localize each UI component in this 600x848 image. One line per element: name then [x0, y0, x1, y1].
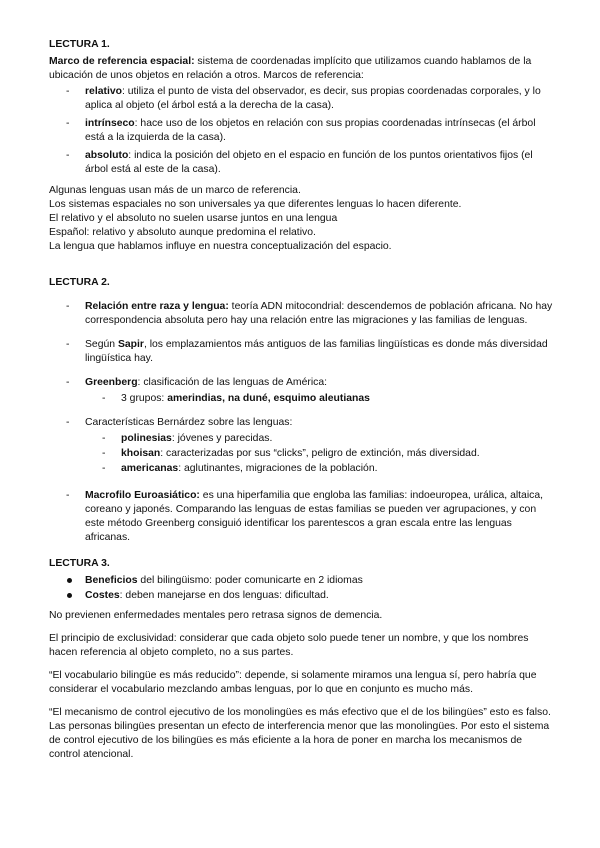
- lectura3-bullets: [49, 574, 555, 603]
- lectura1-intro: Marco de referencia espacial: sistema de coordenadas implícito que utilizamos cuando hablamos de la ubicación de unos objetos en relación a otros. Marcos de referencia:: [49, 55, 532, 81]
- bullet-item: Costes: deben manejarse en dos lenguas: dificultad.: [49, 589, 555, 603]
- lectura1-notes: [49, 184, 555, 254]
- paragraph: “El vocabulario bilingüe es más reducido”: depende, si solamente miramos una lengua sí, pero habría que considerar el vocabulario mezclando ambas lenguas, por lo que en conjunto es mucho más.: [49, 669, 537, 695]
- lectura1-title: LECTURA 1.: [49, 39, 110, 50]
- sublist-item: - americanas: aglutinantes, migraciones de la población.: [102, 462, 378, 474]
- bullet-item: Beneficios del bilingüismo: poder comunicarte en 2 idiomas: [49, 574, 555, 588]
- note-line: El relativo y el absoluto no suelen usarse juntos en una lengua: [49, 213, 338, 225]
- document-page: [49, 38, 555, 761]
- note-line: Algunas lenguas usan más de un marco de referencia.: [49, 185, 301, 197]
- list-item: - relativo: utiliza el punto de vista del observador, es decir, sus propias coordenadas corporales, y lo aplica al objeto (el árbol está a la derecha de la casa).: [66, 85, 541, 111]
- bullet-dot-icon: [67, 593, 72, 598]
- list-item: - intrínseco: hace uso de los objetos en relación con sus propias coordenadas intrínsecas (el árbol está a la izquierda de la casa).: [66, 117, 536, 143]
- sublist: [85, 392, 555, 406]
- sublist-item: - polinesias: jóvenes y parecidas.: [102, 432, 273, 444]
- reference-frames-list: [49, 85, 555, 177]
- note-line: Los sistemas espaciales no son universales ya que diferentes lenguas lo hacen diferente.: [49, 199, 462, 211]
- list-item: - Características Bernárdez sobre las lenguas: - polinesias: jóvenes y parecidas. - khoisan: caracterizadas por sus “clicks”, peligro de extinción, más diversidad. - americanas: aglutinantes, migraciones de la población.: [49, 416, 555, 476]
- paragraph: “El mecanismo de control ejecutivo de los monolingües es más efectivo que el de los bilingües” esto es falso. Las personas bilingües presentan un efecto de interferencia menor que las monolingües. Por esto el sistema de control ejecutivo de los bilingües es más eficiente a la hora de poner en marcha los mecanismos de control atencional.: [49, 706, 551, 760]
- sublist: [85, 432, 555, 476]
- note-line: La lengua que hablamos influye en nuestra conceptualización del espacio.: [49, 241, 392, 253]
- list-item: - absoluto: indica la posición del objeto en el espacio en función de los puntos orientativos fijos (el árbol está al este de la casa).: [66, 149, 533, 175]
- list-item: - Relación entre raza y lengua: teoría ADN mitocondrial: descendemos de población africana. No hay correspondencia absoluta pero hay una relación entre las migraciones y las familias de lenguas.: [66, 301, 553, 326]
- bullet-dot-icon: [67, 578, 72, 583]
- sublist-item: - khoisan: caracterizadas por sus “clicks”, peligro de extinción, más diversidad.: [102, 447, 480, 459]
- list-item: - Greenberg: clasificación de las lenguas de América: - 3 grupos: amerindias, na duné, esquimo aleutianas: [49, 376, 555, 406]
- note-line: Español: relativo y absoluto aunque predomina el relativo.: [49, 227, 316, 239]
- paragraph: El principio de exclusividad: considerar que cada objeto solo puede tener un nombre, y que los nombres hacen referencia al objeto completo, no a sus partes.: [49, 632, 529, 658]
- list-item: - Según Sapir, los emplazamientos más antiguos de las familias lingüísticas es donde más diversidad lingüística hay.: [66, 338, 548, 364]
- paragraph: No previenen enfermedades mentales pero retrasa signos de demencia.: [49, 610, 383, 621]
- list-item: - Macrofilo Euroasiático: es una hiperfamilia que engloba las familias: indoeuropea, urálica, altaica, coreano y japonés. Comparando las lenguas de estas familias se pueden ver agrupaciones, y con este método Greenberg consiguió identificar los parentescos a gran escala entre las lenguas africanas.: [66, 490, 544, 544]
- lectura2-list: [49, 300, 555, 545]
- lectura3-title: LECTURA 3.: [49, 558, 110, 570]
- lectura2-title: LECTURA 2.: [49, 277, 110, 289]
- sublist-item: - 3 grupos: amerindias, na duné, esquimo aleutianas: [102, 392, 370, 404]
